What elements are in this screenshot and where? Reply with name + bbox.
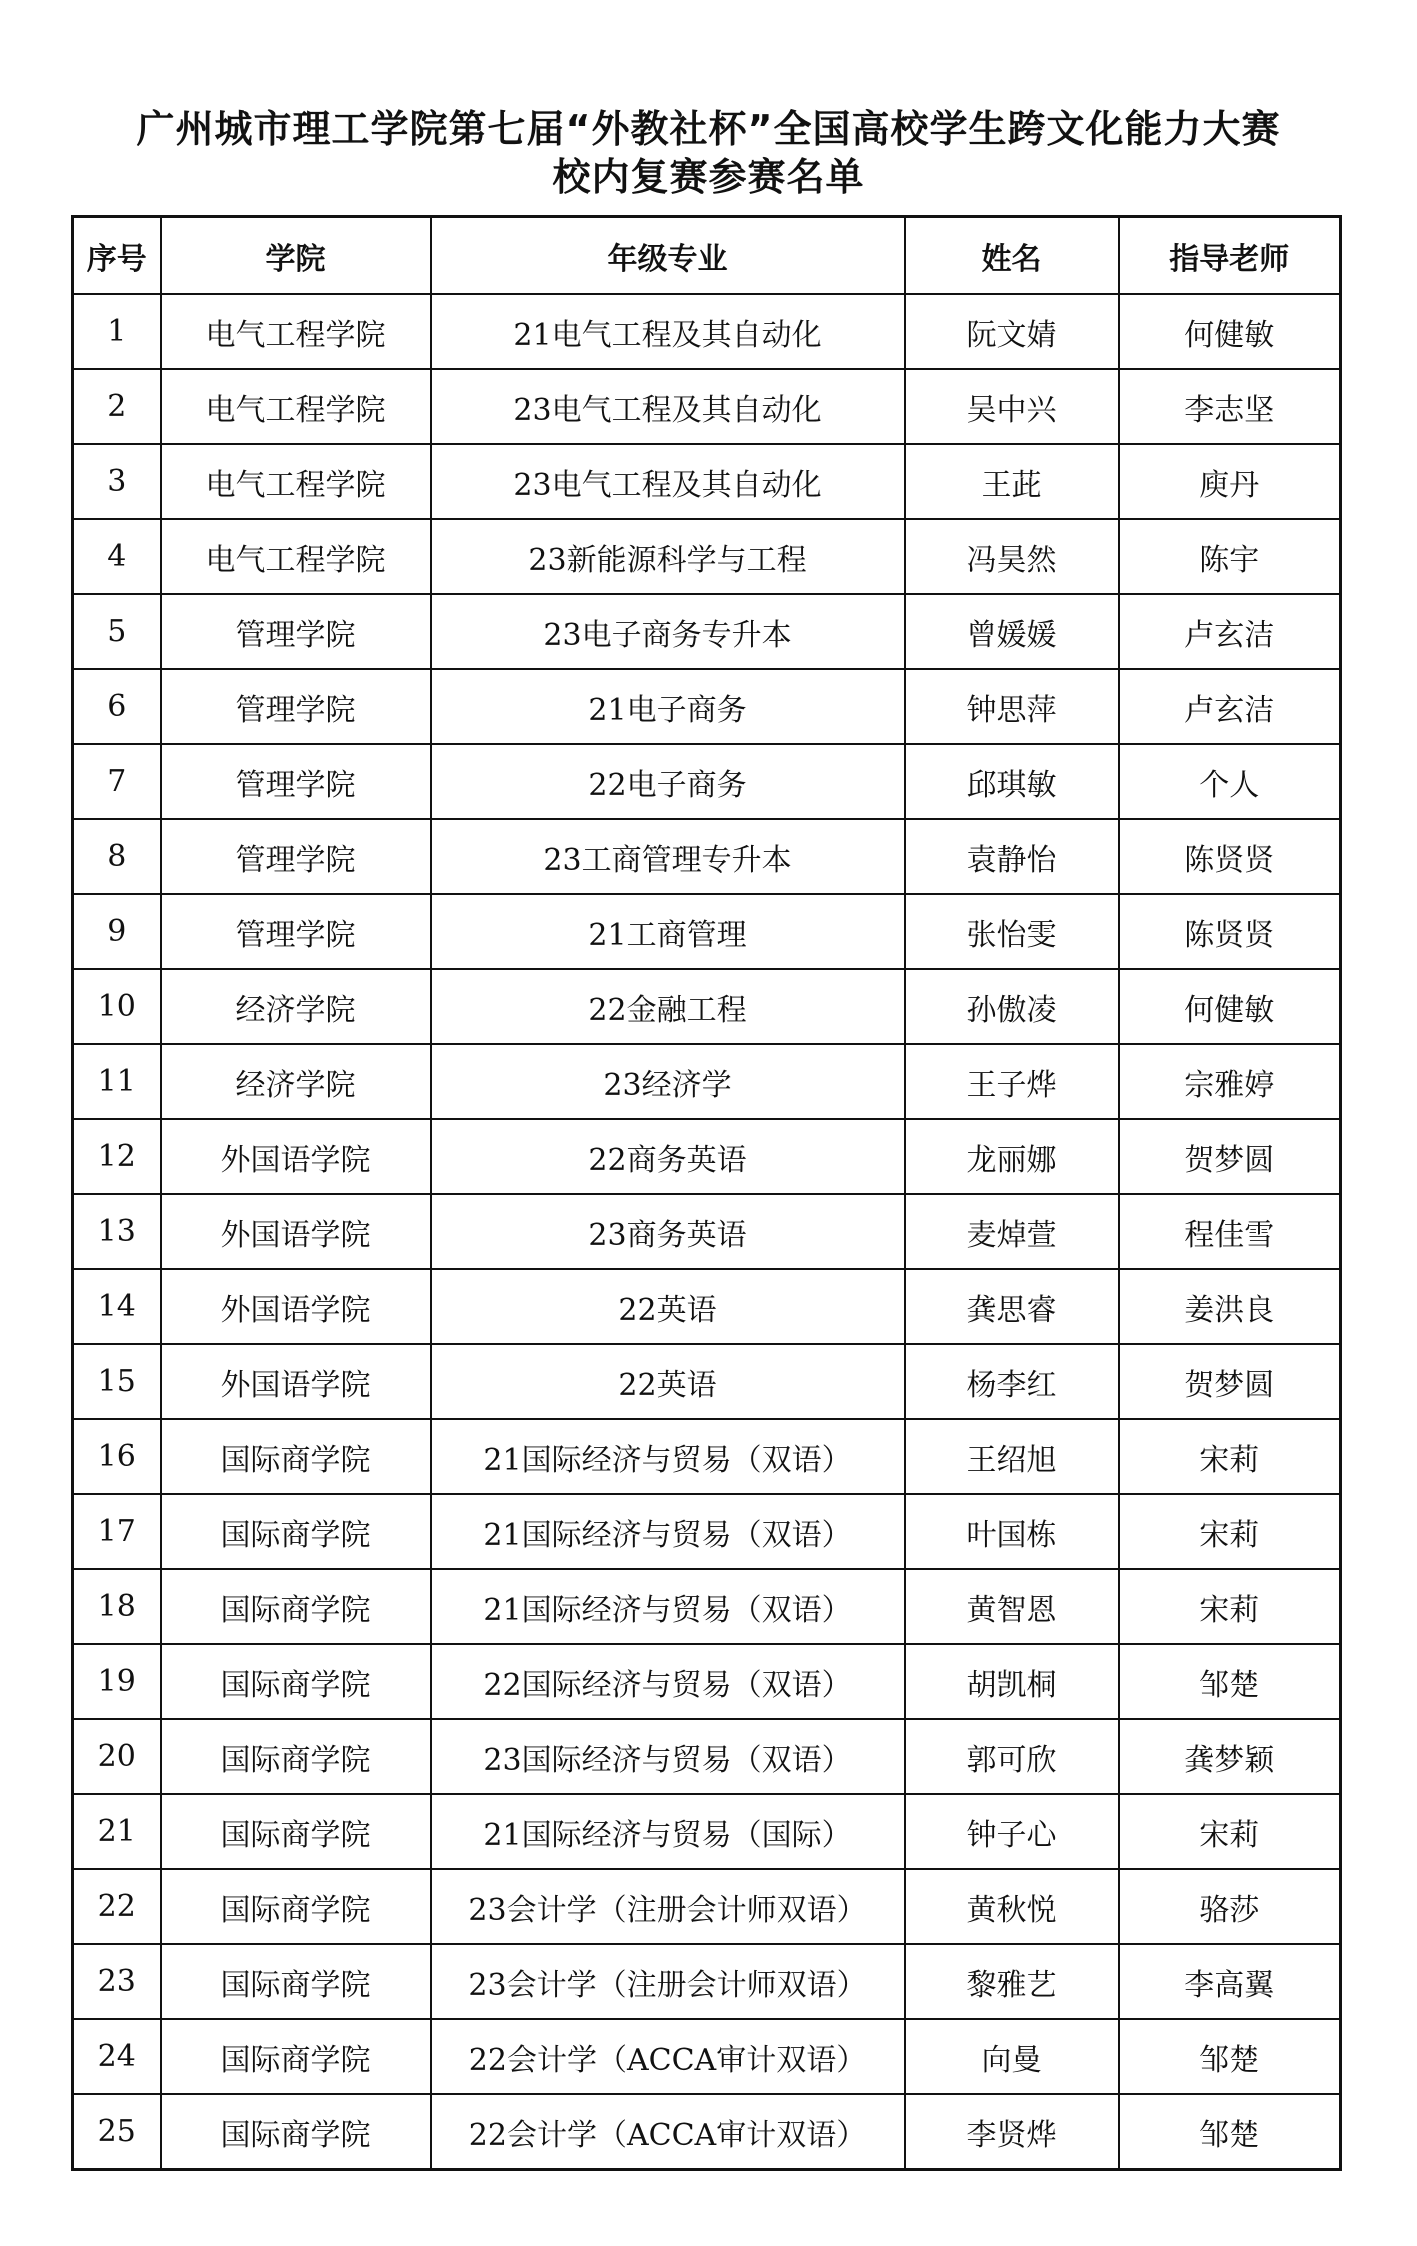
cell-college: 管理学院	[161, 819, 431, 894]
cell-no: 18	[73, 1569, 161, 1644]
table-row	[73, 1269, 1341, 1344]
cell-teacher: 贺梦圆	[1119, 1344, 1341, 1419]
cell-teacher: 龚梦颖	[1119, 1719, 1341, 1794]
table-row	[73, 1044, 1341, 1119]
cell-teacher: 卢玄洁	[1119, 594, 1341, 669]
table-row	[73, 969, 1341, 1044]
cell-no: 1	[73, 294, 161, 369]
cell-teacher: 宗雅婷	[1119, 1044, 1341, 1119]
cell-major: 23工商管理专升本	[431, 819, 905, 894]
cell-teacher: 邹楚	[1119, 2019, 1341, 2094]
cell-major: 23电子商务专升本	[431, 594, 905, 669]
cell-no: 23	[73, 1944, 161, 2019]
cell-major: 22电子商务	[431, 744, 905, 819]
cell-college: 国际商学院	[161, 2094, 431, 2170]
cell-major: 21国际经济与贸易（国际）	[431, 1794, 905, 1869]
cell-college: 管理学院	[161, 894, 431, 969]
cell-major: 21工商管理	[431, 894, 905, 969]
cell-teacher: 陈贤贤	[1119, 894, 1341, 969]
table-header-row	[73, 217, 1341, 295]
cell-no: 9	[73, 894, 161, 969]
cell-college: 国际商学院	[161, 1794, 431, 1869]
column-header-teacher: 指导老师	[1119, 217, 1341, 295]
cell-college: 外国语学院	[161, 1119, 431, 1194]
cell-name: 王茈	[905, 444, 1119, 519]
cell-college: 国际商学院	[161, 1944, 431, 2019]
cell-no: 16	[73, 1419, 161, 1494]
table-row	[73, 1944, 1341, 2019]
cell-major: 23商务英语	[431, 1194, 905, 1269]
cell-no: 24	[73, 2019, 161, 2094]
table-row	[73, 1569, 1341, 1644]
cell-teacher: 宋莉	[1119, 1494, 1341, 1569]
cell-college: 外国语学院	[161, 1269, 431, 1344]
document-subtitle: 校内复赛参赛名单	[552, 155, 865, 199]
cell-major: 23会计学（注册会计师双语）	[431, 1944, 905, 2019]
table-row	[73, 369, 1341, 444]
cell-teacher: 何健敏	[1119, 294, 1341, 369]
cell-name: 李贤烨	[905, 2094, 1119, 2170]
cell-no: 14	[73, 1269, 161, 1344]
cell-college: 国际商学院	[161, 1419, 431, 1494]
cell-no: 6	[73, 669, 161, 744]
cell-no: 2	[73, 369, 161, 444]
cell-name: 邱琪敏	[905, 744, 1119, 819]
cell-name: 钟子心	[905, 1794, 1119, 1869]
cell-college: 经济学院	[161, 969, 431, 1044]
cell-college: 外国语学院	[161, 1194, 431, 1269]
cell-major: 22金融工程	[431, 969, 905, 1044]
cell-college: 电气工程学院	[161, 294, 431, 369]
cell-teacher: 陈贤贤	[1119, 819, 1341, 894]
cell-teacher: 宋莉	[1119, 1794, 1341, 1869]
cell-teacher: 程佳雪	[1119, 1194, 1341, 1269]
cell-no: 8	[73, 819, 161, 894]
table-row	[73, 1419, 1341, 1494]
cell-no: 21	[73, 1794, 161, 1869]
table-body	[73, 294, 1341, 2170]
cell-college: 管理学院	[161, 744, 431, 819]
table-row	[73, 1344, 1341, 1419]
table-row	[73, 2094, 1341, 2170]
cell-no: 3	[73, 444, 161, 519]
cell-name: 袁静怡	[905, 819, 1119, 894]
cell-name: 曾媛媛	[905, 594, 1119, 669]
cell-major: 22国际经济与贸易（双语）	[431, 1644, 905, 1719]
cell-name: 孙傲凌	[905, 969, 1119, 1044]
cell-major: 23会计学（注册会计师双语）	[431, 1869, 905, 1944]
cell-name: 麦焯萱	[905, 1194, 1119, 1269]
cell-teacher: 何健敏	[1119, 969, 1341, 1044]
cell-teacher: 个人	[1119, 744, 1341, 819]
cell-teacher: 姜洪良	[1119, 1269, 1341, 1344]
cell-name: 龙丽娜	[905, 1119, 1119, 1194]
cell-no: 7	[73, 744, 161, 819]
cell-name: 黄秋悦	[905, 1869, 1119, 1944]
cell-no: 25	[73, 2094, 161, 2170]
column-header-no: 序号	[73, 217, 161, 295]
column-header-college: 学院	[161, 217, 431, 295]
cell-teacher: 庾丹	[1119, 444, 1341, 519]
table-row	[73, 1119, 1341, 1194]
cell-college: 电气工程学院	[161, 369, 431, 444]
column-header-name: 姓名	[905, 217, 1119, 295]
table-row	[73, 1194, 1341, 1269]
cell-name: 冯昊然	[905, 519, 1119, 594]
cell-name: 胡凯桐	[905, 1644, 1119, 1719]
table-row	[73, 894, 1341, 969]
cell-no: 12	[73, 1119, 161, 1194]
cell-teacher: 李高翼	[1119, 1944, 1341, 2019]
cell-college: 国际商学院	[161, 2019, 431, 2094]
cell-major: 21国际经济与贸易（双语）	[431, 1419, 905, 1494]
cell-no: 20	[73, 1719, 161, 1794]
cell-no: 10	[73, 969, 161, 1044]
cell-no: 19	[73, 1644, 161, 1719]
table-row	[73, 1719, 1341, 1794]
cell-name: 张怡雯	[905, 894, 1119, 969]
cell-no: 15	[73, 1344, 161, 1419]
cell-name: 向曼	[905, 2019, 1119, 2094]
cell-name: 黄智恩	[905, 1569, 1119, 1644]
cell-name: 叶国栋	[905, 1494, 1119, 1569]
cell-name: 吴中兴	[905, 369, 1119, 444]
cell-major: 22英语	[431, 1269, 905, 1344]
table-row	[73, 669, 1341, 744]
cell-no: 4	[73, 519, 161, 594]
cell-name: 王子烨	[905, 1044, 1119, 1119]
table-row	[73, 1869, 1341, 1944]
cell-college: 国际商学院	[161, 1869, 431, 1944]
column-header-major: 年级专业	[431, 217, 905, 295]
cell-major: 22商务英语	[431, 1119, 905, 1194]
participant-table	[71, 215, 1342, 2171]
cell-name: 杨李红	[905, 1344, 1119, 1419]
cell-college: 国际商学院	[161, 1644, 431, 1719]
table-row	[73, 294, 1341, 369]
table-row	[73, 519, 1341, 594]
cell-major: 22会计学（ACCA审计双语）	[431, 2019, 905, 2094]
cell-name: 钟思萍	[905, 669, 1119, 744]
cell-teacher: 卢玄洁	[1119, 669, 1341, 744]
table-row	[73, 594, 1341, 669]
table-row	[73, 1494, 1341, 1569]
table-row	[73, 744, 1341, 819]
cell-college: 国际商学院	[161, 1494, 431, 1569]
cell-major: 23电气工程及其自动化	[431, 369, 905, 444]
cell-college: 电气工程学院	[161, 519, 431, 594]
cell-major: 23国际经济与贸易（双语）	[431, 1719, 905, 1794]
cell-college: 国际商学院	[161, 1719, 431, 1794]
cell-no: 11	[73, 1044, 161, 1119]
cell-college: 国际商学院	[161, 1569, 431, 1644]
cell-name: 龚思睿	[905, 1269, 1119, 1344]
table-row	[73, 1794, 1341, 1869]
cell-major: 23新能源科学与工程	[431, 519, 905, 594]
cell-college: 管理学院	[161, 594, 431, 669]
cell-major: 21电子商务	[431, 669, 905, 744]
cell-college: 经济学院	[161, 1044, 431, 1119]
cell-no: 5	[73, 594, 161, 669]
cell-name: 郭可欣	[905, 1719, 1119, 1794]
cell-no: 22	[73, 1869, 161, 1944]
cell-name: 王绍旭	[905, 1419, 1119, 1494]
cell-teacher: 骆莎	[1119, 1869, 1341, 1944]
table-row	[73, 1644, 1341, 1719]
cell-college: 电气工程学院	[161, 444, 431, 519]
cell-teacher: 李志坚	[1119, 369, 1341, 444]
table-row	[73, 444, 1341, 519]
cell-major: 23经济学	[431, 1044, 905, 1119]
cell-name: 阮文婧	[905, 294, 1119, 369]
cell-teacher: 贺梦圆	[1119, 1119, 1341, 1194]
cell-no: 13	[73, 1194, 161, 1269]
cell-teacher: 宋莉	[1119, 1419, 1341, 1494]
cell-major: 21国际经济与贸易（双语）	[431, 1569, 905, 1644]
document-title: 广州城市理工学院第七届“外教社杯”全国高校学生跨文化能力大赛	[136, 107, 1281, 151]
cell-name: 黎雅艺	[905, 1944, 1119, 2019]
cell-major: 23电气工程及其自动化	[431, 444, 905, 519]
cell-teacher: 宋莉	[1119, 1569, 1341, 1644]
cell-college: 外国语学院	[161, 1344, 431, 1419]
cell-major: 22会计学（ACCA审计双语）	[431, 2094, 905, 2170]
cell-teacher: 邹楚	[1119, 1644, 1341, 1719]
cell-college: 管理学院	[161, 669, 431, 744]
table-row	[73, 2019, 1341, 2094]
cell-major: 22英语	[431, 1344, 905, 1419]
cell-no: 17	[73, 1494, 161, 1569]
table-row	[73, 819, 1341, 894]
cell-teacher: 陈宇	[1119, 519, 1341, 594]
cell-major: 21国际经济与贸易（双语）	[431, 1494, 905, 1569]
cell-teacher: 邹楚	[1119, 2094, 1341, 2170]
cell-major: 21电气工程及其自动化	[431, 294, 905, 369]
